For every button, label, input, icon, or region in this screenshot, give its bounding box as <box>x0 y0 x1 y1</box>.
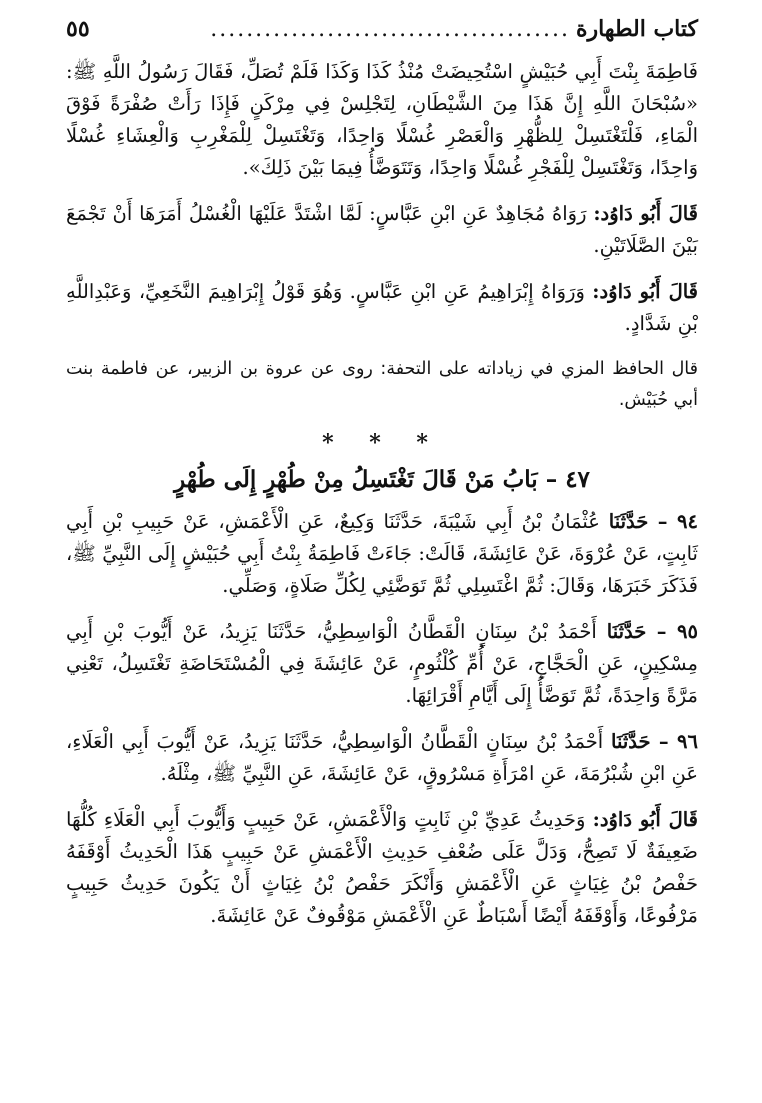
hadith-95 <box>66 616 698 712</box>
chapter-heading: ٤٧ – بَابُ مَنْ قَالَ تَغْتَسِلُ مِنْ طُهْرٍ إِلَى طُهْرٍ <box>174 466 590 493</box>
hadith-text: عُثْمَانُ بْنُ أَبِي شَيْبَةَ، حَدَّثَنَا وَكِيعٌ، عَنِ الْأَعْمَشِ، عَنْ حَبِيبِ بْنِ أَبِي ثَابِتٍ، عَنْ عُرْوَةَ، عَنْ عَائِشَةَ، قَالَتْ: جَاءَتْ فَاطِمَةُ بِنْتُ أَبِي حُبَيْشٍ إِلَى النَّبِيِّ ﷺ، فَذَكَرَ خَبَرَهَا، وَقَالَ: ثُمَّ اغْتَسِلِي ثُمَّ تَوَضَّئِي لِكُلِّ صَلَاةٍ، وَصَلِّي. <box>66 510 698 597</box>
hadith-lead: ٩٦ – حَدَّثَنَا <box>611 730 698 753</box>
editor-note: قال الحافظ المزي في زياداته على التحفة: روى عن عروة بن الزبير، عن فاطمة بنت أبي حُبَيْش. <box>66 359 698 410</box>
paragraph-lead: قَالَ أَبُو دَاوُد: <box>593 202 699 225</box>
hadith-lead: ٩٥ – حَدَّثَنَا <box>606 620 698 643</box>
paragraph-lead: قَالَ أَبُو دَاوُد: <box>592 280 699 303</box>
paragraph-lead: قَالَ أَبُو دَاوُد: <box>592 808 699 831</box>
paragraph-text: وَحَدِيثُ عَدِيِّ بْنِ ثَابِتٍ وَالْأَعْمَشِ، عَنْ حَبِيبٍ وَأَيُّوبَ أَبِي الْعَلَاءِ كُلُّهَا ضَعِيفَةٌ لَا تَصِحُّ، وَدَلَّ عَلَى ضُعْفِ حَدِيثِ الْأَعْمَشِ عَنْ حَبِيبٍ هَذَا الْحَدِيثُ أَوْقَفَهُ حَفْصُ بْنُ غِيَاثٍ عَنِ الْأَعْمَشِ وَأَنْكَرَ حَفْصُ بْنُ غِيَاثٍ أَنْ يَكُونَ حَدِيثُ حَبِيبٍ مَرْفُوعًا، وَأَوْقَفَهُ أَيْضًا أَسْبَاطٌ عَنِ الْأَعْمَشِ مَوْقُوفٌ عَنْ عَائِشَةَ. <box>66 808 698 927</box>
book-title: كتاب الطهارة <box>575 16 698 42</box>
paragraph-continuation <box>66 56 698 184</box>
paragraph-abu-dawud-mujahid <box>66 198 698 262</box>
running-header <box>66 16 698 56</box>
hadith-94 <box>66 506 698 602</box>
hadith-lead: ٩٤ – حَدَّثَنَا <box>608 510 698 533</box>
paragraph-text: وَرَوَاهُ إِبْرَاهِيمُ عَنِ ابْنِ عَبَّاسٍ. وَهُوَ قَوْلُ إِبْرَاهِيمَ النَّخَعِيِّ، وَعَبْدِاللَّهِ بْنِ شَدَّادٍ. <box>66 280 698 335</box>
paragraph-text: فَاطِمَةَ بِنْتَ أَبِي حُبَيْشٍ اسْتُحِيضَتْ مُنْذُ كَذَا وَكَذَا فَلَمْ تُصَلِّ، فَقَالَ رَسُولُ اللَّهِ ﷺ: «سُبْحَانَ اللَّهِ إِنَّ هَذَا مِنَ الشَّيْطَانِ، لِتَجْلِسْ فِي مِرْكَنٍ فَإِذَا رَأَتْ صُفْرَةً فَوْقَ الْمَاءِ، فَلْتَغْتَسِلْ لِلظُّهْرِ وَالْعَصْرِ غُسْلًا وَاحِدًا، وَتَغْتَسِلْ لِلْمَغْرِبِ وَالْعِشَاءِ غُسْلًا وَاحِدًا، وَتَغْتَسِلْ لِلْفَجْرِ غُسْلًا وَاحِدًا، وَتَتَوَضَّأُ فِيمَا بَيْنَ ذَلِكَ». <box>66 60 698 179</box>
paragraph-abu-dawud-ibrahim <box>66 276 698 340</box>
leader-dots: ........................................ <box>210 17 570 42</box>
paragraph-abu-dawud-commentary <box>66 804 698 932</box>
hadith-96 <box>66 726 698 790</box>
paragraph-text: رَوَاهُ مُجَاهِدٌ عَنِ ابْنِ عَبَّاسٍ: لَمَّا اشْتَدَّ عَلَيْهَا الْغُسْلُ أَمَرَهَا أَنْ تَجْمَعَ بَيْنَ الصَّلَاتَيْنِ. <box>66 202 698 257</box>
hadith-text: أَحْمَدُ بْنُ سِنَانٍ الْقَطَّانُ الْوَاسِطِيُّ، حَدَّثَنَا يَزِيدُ، عَنْ أَيُّوبَ أَبِي الْعَلَاءِ، عَنِ ابْنِ شُبْرُمَةَ، عَنِ امْرَأَةِ مَسْرُوقٍ، عَنْ عَائِشَةَ، عَنِ النَّبِيِّ ﷺ، مِثْلَهُ. <box>66 730 698 785</box>
hadith-text: أَحْمَدُ بْنُ سِنَانٍ الْقَطَّانُ الْوَاسِطِيُّ، حَدَّثَنَا يَزِيدُ، عَنْ أَيُّوبَ بْنِ أَبِي مِسْكِينٍ، عَنِ الْحَجَّاجِ، عَنْ أُمِّ كُلْثُومٍ، عَنْ عَائِشَةَ فِي الْمُسْتَحَاضَةِ تَغْتَسِلُ، تَعْنِي مَرَّةً وَاحِدَةً، ثُمَّ تَوَضَّأُ إِلَى أَيَّامِ أَقْرَائِهَا. <box>66 620 698 707</box>
section-separator: * * * <box>322 430 442 456</box>
page-number: ٥٥ <box>66 16 90 42</box>
